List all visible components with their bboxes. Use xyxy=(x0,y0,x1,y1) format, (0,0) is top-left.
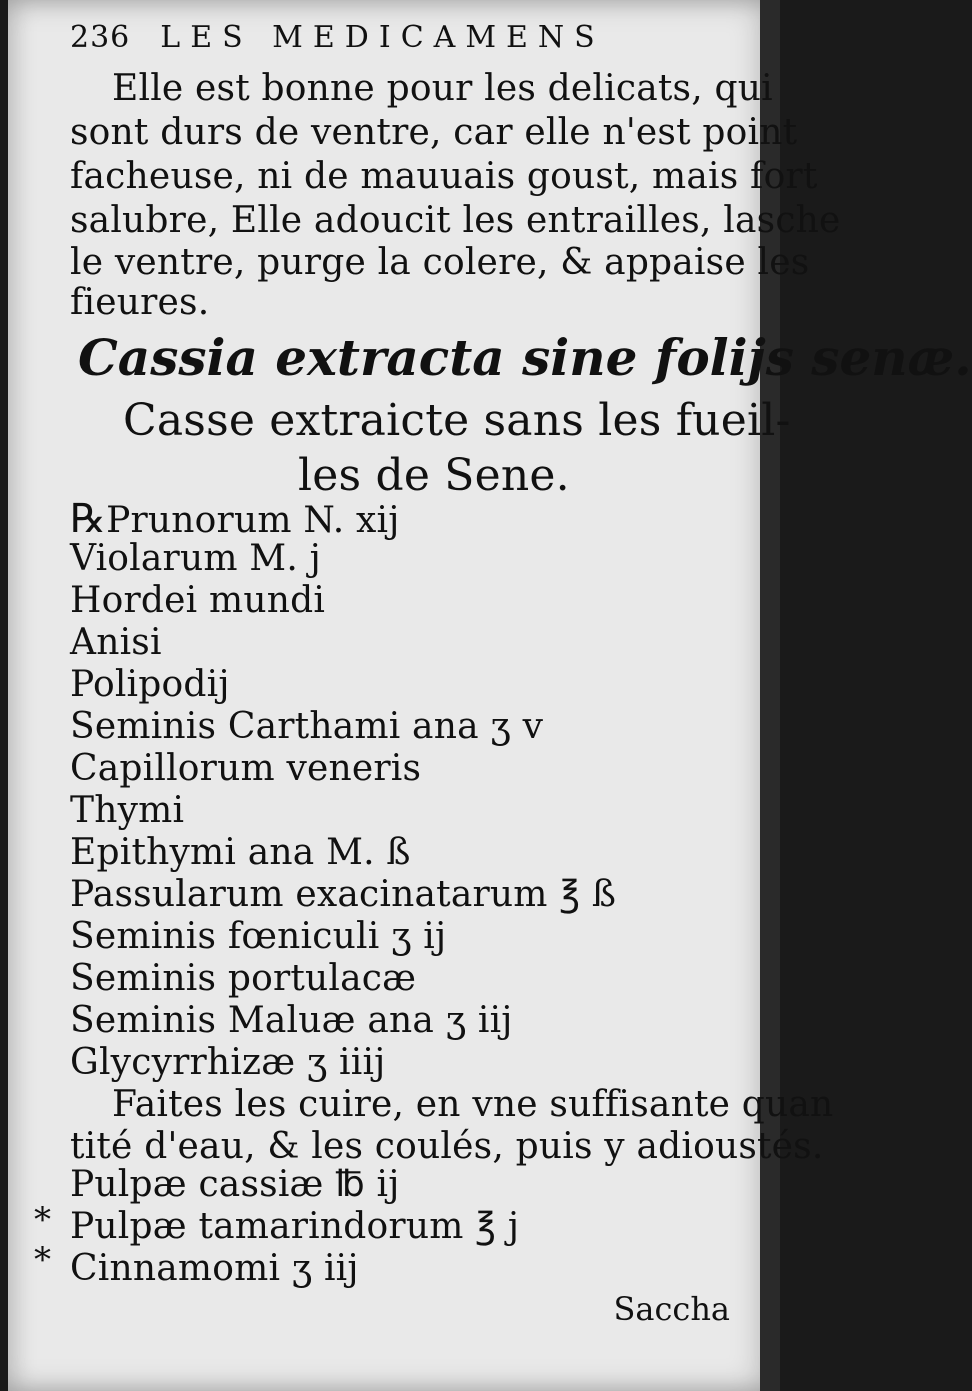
ingredient: Glycyrrhizæ ʒ iiij xyxy=(70,1042,386,1083)
paragraph-line: Elle est bonne pour les delicats, qui xyxy=(112,68,773,109)
marginal-star: * xyxy=(34,1240,51,1280)
ingredient: Capillorum veneris xyxy=(70,748,422,789)
ingredient: Seminis fœniculi ʒ ij xyxy=(70,916,447,957)
paragraph-line: sont durs de ventre, car elle n'est point xyxy=(70,112,798,153)
addition: Cinnamomi ʒ iij xyxy=(70,1248,359,1289)
paragraph-line: salubre, Elle adoucit les entrailles, lasche xyxy=(70,200,841,241)
french-heading-line-2: les de Sene. xyxy=(298,450,570,501)
latin-heading: Cassia extracta sine folijs senæ. xyxy=(78,328,972,387)
paragraph-line: facheuse, ni de mauuais goust, mais fort xyxy=(70,156,818,197)
ingredient: Passularum exacinatarum ℥ ß xyxy=(70,874,617,915)
paragraph-line: Faites les cuire, en vne suffisante quan xyxy=(112,1084,834,1125)
addition: Pulpæ cassiæ ℔ ij xyxy=(70,1164,400,1205)
ingredient: Hordei mundi xyxy=(70,580,326,621)
book-page xyxy=(8,0,972,1391)
catchword: Saccha xyxy=(613,1290,730,1328)
ingredient-line xyxy=(70,496,400,542)
paragraph-line: le ventre, purge la colere, & appaise les xyxy=(70,242,810,283)
ingredient: Thymi xyxy=(70,790,185,831)
recipe-symbol: ℞ xyxy=(70,496,107,542)
ingredient: Violarum M. j xyxy=(70,538,322,579)
ingredient: Polipodij xyxy=(70,664,230,705)
ingredient: Epithymi ana M. ß xyxy=(70,832,411,873)
marginal-star: * xyxy=(34,1200,51,1240)
ingredient: Seminis Maluæ ana ʒ iij xyxy=(70,1000,513,1041)
ingredient: Seminis portulacæ xyxy=(70,958,417,999)
addition: Pulpæ tamarindorum ℥ j xyxy=(70,1206,520,1247)
page-number: 236 xyxy=(70,20,131,55)
running-title: LES MEDICAMENS xyxy=(160,20,605,55)
paragraph-line: tité d'eau, & les coulés, puis y adioustés. xyxy=(70,1126,824,1167)
ingredient: Prunorum N. xij xyxy=(106,500,400,541)
ingredient: Seminis Carthami ana ʒ v xyxy=(70,706,544,747)
ingredient: Anisi xyxy=(70,622,162,663)
french-heading-line-1: Casse extraicte sans les fueil- xyxy=(123,395,791,446)
running-header xyxy=(70,20,605,55)
paragraph-line: fieures. xyxy=(70,282,210,323)
page-text xyxy=(8,0,972,1391)
